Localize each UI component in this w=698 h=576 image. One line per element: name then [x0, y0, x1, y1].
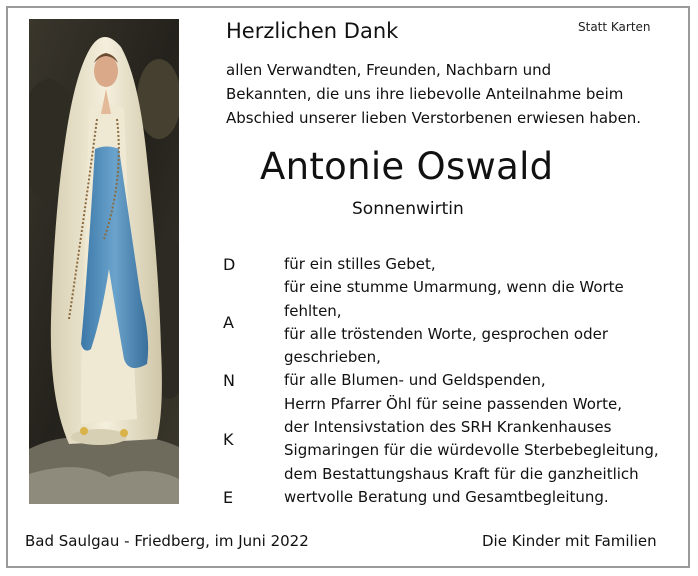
acrostic-letter-k: K: [223, 430, 234, 449]
place-and-date: Bad Saulgau - Friedberg, im Juni 2022: [25, 532, 309, 550]
thanks-line: fehlten,: [284, 301, 342, 320]
deceased-name: Antonie Oswald: [260, 145, 554, 188]
family-signature: Die Kinder mit Familien: [482, 532, 657, 550]
thanks-line: geschrieben,: [284, 348, 381, 367]
thanks-line: für alle tröstenden Worte, gesprochen oder: [284, 324, 608, 343]
thanks-list: [284, 253, 684, 509]
intro-line: Abschied unserer lieben Verstorbenen erwiesen haben.: [226, 109, 642, 127]
thanks-line: dem Bestattungshaus Kraft für die ganzheitlich: [284, 464, 639, 483]
thanks-line: für alle Blumen- und Geldspenden,: [284, 371, 546, 390]
deceased-descriptor: Sonnenwirtin: [352, 199, 464, 219]
intro-text: [226, 58, 666, 130]
acrostic-letter-n: N: [223, 371, 235, 390]
thanks-line: Sigmaringen für die würdevolle Sterbebegleitung,: [284, 441, 659, 460]
acrostic-letter-e: E: [223, 488, 234, 507]
thanks-line: wertvolle Beratung und Gesamtbegleitung.: [284, 487, 609, 506]
thanks-line: für ein stilles Gebet,: [284, 255, 436, 273]
acrostic-letter-a: A: [223, 313, 234, 332]
intro-line: allen Verwandten, Freunden, Nachbarn und: [226, 61, 552, 79]
thanks-line: der Intensivstation des SRH Krankenhauses: [284, 418, 612, 437]
intro-line: Bekannten, die uns ihre liebevolle Anteilnahme beim: [226, 85, 624, 103]
thanks-line: Herrn Pfarrer Öhl für seine passenden Worte,: [284, 394, 622, 413]
acrostic-letter-d: D: [223, 255, 236, 274]
corner-note: Statt Karten: [578, 20, 651, 34]
thanks-line: für eine stumme Umarmung, wenn die Worte: [284, 278, 624, 297]
madonna-statue-photo: [29, 19, 179, 504]
headline-thanks: Herzlichen Dank: [226, 19, 399, 43]
madonna-statue-image: [29, 19, 179, 504]
